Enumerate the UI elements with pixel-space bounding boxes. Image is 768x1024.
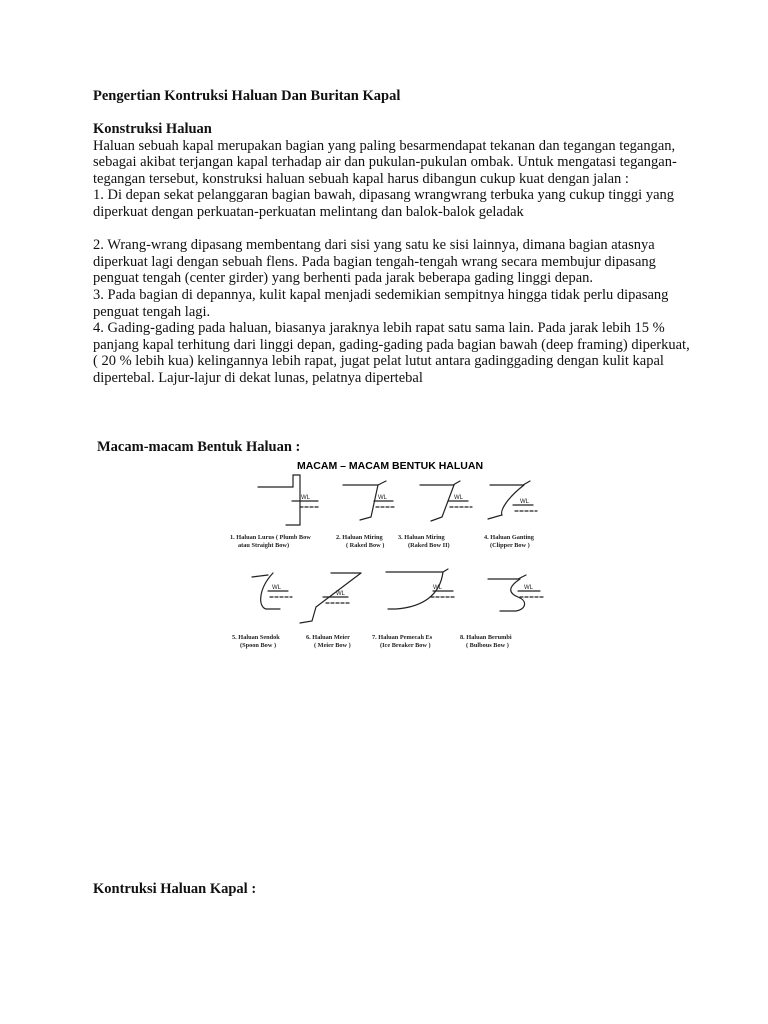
meier-bow-shape (300, 573, 361, 623)
caption-7-line-1: 7. Haluan Pemecah Es (372, 634, 433, 641)
paragraph-gap (93, 221, 693, 238)
caption-5-line-2: (Spoon Bow ) (240, 642, 277, 649)
subheading-bentuk-haluan: Macam-macam Bentuk Haluan : (97, 439, 301, 455)
wl-label: WL (272, 585, 281, 591)
paragraph-point-1: 1. Di depan sekat pelanggaran bagian bawah, dipasang wrangwrang terbuka yang cukup tinggi yang diperkuat dengan perkuatan-perkuatan melintang dan balok-balok geladak (93, 187, 675, 220)
caption-8-line-2: ( Bulbous Bow ) (466, 642, 509, 649)
bow-shapes-diagram (228, 457, 553, 657)
document-title: Pengertian Kontruksi Haluan Dan Buritan Kapal (93, 88, 401, 104)
bottom-heading: Kontruksi Haluan Kapal : (93, 881, 257, 897)
clipper-bow-shape (488, 481, 537, 519)
spoon-bow-shape (252, 573, 292, 609)
ice-breaker-bow-shape (386, 569, 456, 609)
figure-title: MACAM – MACAM BENTUK HALUAN (296, 460, 484, 472)
wl-label: WL (520, 499, 529, 505)
bulbous-bow-shape (488, 575, 544, 611)
caption-1-line-2: atau Straight Bow) (238, 542, 290, 549)
wl-label: WL (433, 585, 442, 591)
raked-bow-ii-shape (420, 481, 472, 521)
paragraph-point-2: 2. Wrang-wrang dipasang membentang dari sisi yang satu ke sisi lainnya, dimana bagian atasnya diperkuat lagi dengan sebuah flens. Pada bagian tengah-tengah wrang secara membujur dipasang penguat tengah (center girder) yang berhenti pada jarak beberapa gading linggi depan. (93, 237, 656, 287)
caption-4-line-2: (Clipper Bow ) (490, 542, 530, 549)
section-heading: Konstruksi Haluan (93, 121, 212, 137)
caption-3-line-2: (Raked Bow II) (408, 542, 450, 549)
caption-8-line-1: 8. Haluan Berumbi (460, 634, 512, 641)
caption-6-line-2: ( Meier Bow ) (314, 642, 351, 649)
caption-3-line-1: 3. Haluan Miring (398, 534, 445, 541)
raked-bow-shape (343, 481, 396, 520)
paragraph-point-3: 3. Pada bagian di depannya, kulit kapal menjadi sedemikian sempitnya hingga tidak perlu dipasang penguat tengah lagi. (93, 286, 669, 320)
caption-6-line-1: 6. Haluan Meier (306, 634, 350, 641)
wl-label: WL (524, 585, 533, 591)
section-konstruksi-haluan (93, 121, 693, 387)
paragraph-point-4: 4. Gading-gading pada haluan, biasanya jaraknya lebih rapat satu sama lain. Pada jarak lebih 15 % panjang kapal terhitung dari linggi depan, gading-gading pada bagian bawah (deep framing) diperkuat, ( 20 % lebih kua) kelingannya lebih rapat, jugat pelat lutut antara gadinggading dengan kulit kapal dipertebal. Lajur-lajur di dekat lunas, pelatnya dipertebal (93, 320, 690, 386)
bow-shapes-figure (228, 457, 553, 657)
wl-label: WL (336, 591, 345, 597)
caption-1-line-1: 1. Haluan Lurus ( Plumb Bow (230, 534, 311, 541)
caption-4-line-1: 4. Haluan Ganting (484, 534, 534, 541)
caption-5-line-1: 5. Haluan Sendok (232, 634, 280, 641)
caption-2-line-2: ( Raked Bow ) (346, 542, 385, 549)
caption-7-line-2: (Ice Breaker Bow ) (380, 642, 431, 649)
wl-label: WL (301, 495, 310, 501)
caption-2-line-1: 2. Haluan Miring (336, 534, 383, 541)
paragraph-intro: Haluan sebuah kapal merupakan bagian yang paling besarmendapat tekanan dan tegangan tegangan, sebagai akibat terjangan kapal terhadap air dan pukulan-pukulan ombak. Untuk mengatasi tegangan-tegangan tersebut, konstruksi haluan sebuah kapal harus dibangun cukup kuat dengan jalan : (93, 137, 677, 187)
plumb-bow-shape (258, 475, 320, 525)
wl-label: WL (378, 495, 387, 501)
wl-label: WL (454, 495, 463, 501)
